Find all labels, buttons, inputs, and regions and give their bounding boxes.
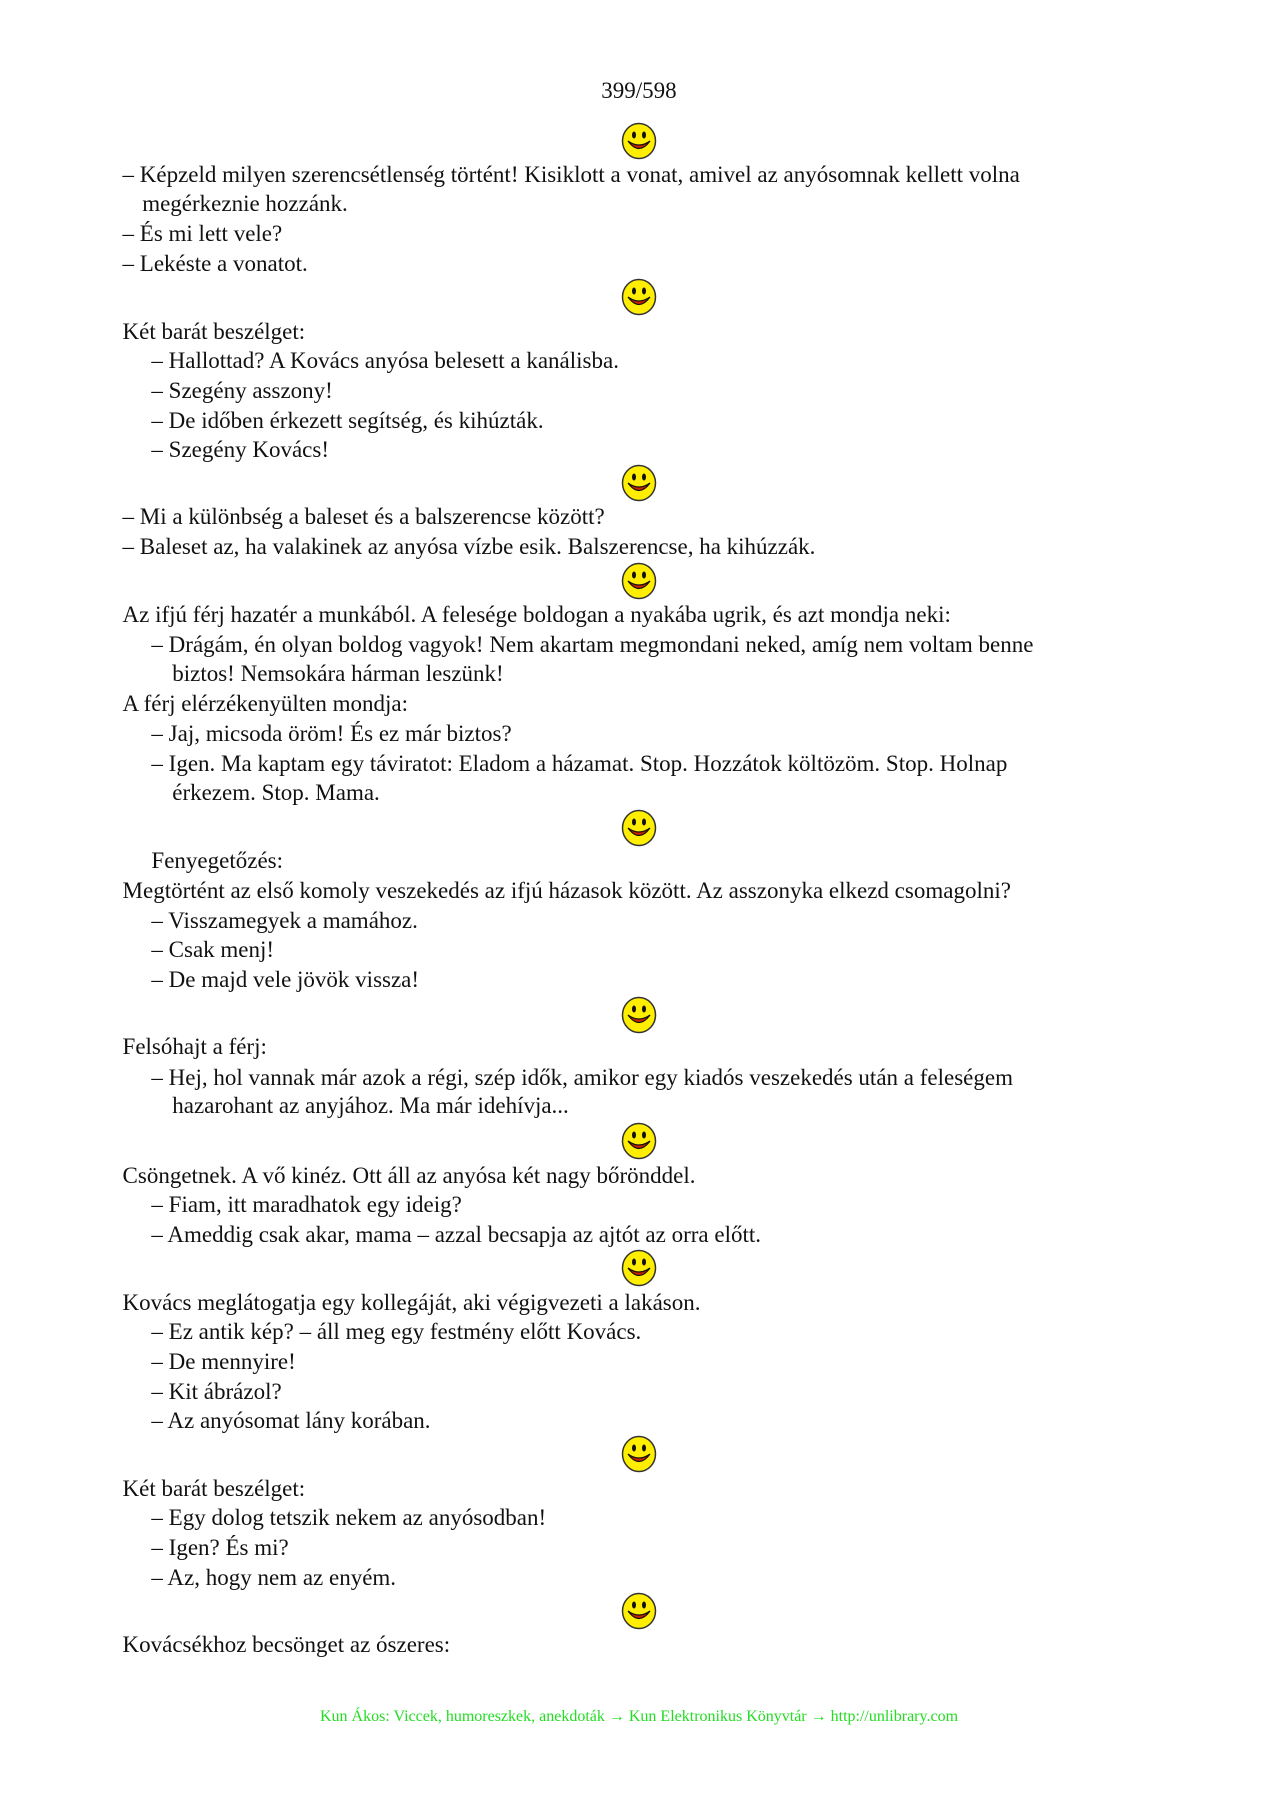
smiley-icon (621, 996, 657, 1034)
footer-link[interactable]: Kun Ákos: Viccek, humoreszkek, anekdoták → Kun Elektronikus Könyvtár → http://unlibrary.com (319, 1708, 959, 1725)
page-number: 399/598 (601, 78, 677, 103)
text-line: – De mennyire! (151, 1348, 296, 1374)
text-line: – Ameddig csak akar, mama – azzal becsapja az ajtót az orra előtt. (151, 1221, 761, 1247)
text-line: Kovácsékhoz becsönget az ószeres: (122, 1632, 451, 1658)
smiley-icon (621, 1249, 657, 1287)
text-line: – Szegény Kovács! (151, 436, 329, 462)
text-line: – Jaj, micsoda öröm! És ez már biztos? (151, 721, 512, 747)
text-line: – Az, hogy nem az enyém. (151, 1565, 397, 1591)
text-line: – Szegény asszony! (151, 377, 333, 403)
text-line: Két barát beszélget: (122, 1476, 306, 1502)
text-line: Fenyegetőzés: (151, 848, 283, 874)
smiley-icon (621, 1122, 657, 1160)
text-line: – Fiam, itt maradhatok egy ideig? (151, 1191, 462, 1217)
text-line: – Az anyósomat lány korában. (151, 1407, 431, 1433)
text-line: – Ez antik kép? – áll meg egy festmény előtt Kovács. (151, 1318, 642, 1344)
smiley-icon (621, 1592, 657, 1630)
text-line: hazarohant az anyjához. Ma már idehívja... (172, 1093, 569, 1119)
smiley-icon (621, 122, 657, 160)
text-line: – Csak menj! (151, 937, 275, 963)
text-line: Megtörtént az első komoly veszekedés az ifjú házasok között. Az asszonyka elkezd csomagolni? (122, 878, 1011, 904)
text-line: – Drágám, én olyan boldog vagyok! Nem akartam megmondani neked, amíg nem voltam benne (151, 632, 1034, 658)
text-line: – Baleset az, ha valakinek az anyósa vízbe esik. Balszerencse, ha kihúzzák. (122, 533, 816, 559)
text-line: megérkeznie hozzánk. (142, 190, 348, 216)
text-line: – Hej, hol vannak már azok a régi, szép idők, amikor egy kiadós veszekedés után a feleségem (151, 1064, 1013, 1090)
text-line: – De majd vele jövök vissza! (151, 967, 420, 993)
text-line: – Hallottad? A Kovács anyósa belesett a kanálisba. (151, 347, 619, 373)
text-line: biztos! Nemsokára hárman leszünk! (172, 661, 504, 687)
text-line: – Képzeld milyen szerencsétlenség történt! Kisiklott a vonat, amivel az anyósomnak kellett volna (122, 161, 1020, 187)
text-line: – Igen. Ma kaptam egy táviratot: Eladom a házamat. Stop. Hozzátok költözöm. Stop. Holnap (151, 751, 1008, 777)
text-line: – Egy dolog tetszik nekem az anyósodban! (151, 1504, 547, 1530)
text-line: – És mi lett vele? (122, 220, 283, 246)
text-line: – Visszamegyek a mamához. (151, 908, 418, 934)
text-line: Az ifjú férj hazatér a munkából. A felesége boldogan a nyakába ugrik, és azt mondja neki: (122, 602, 951, 628)
text-line: Két barát beszélget: (122, 318, 306, 344)
text-line: – De időben érkezett segítség, és kihúzták. (151, 407, 544, 433)
smiley-icon (621, 809, 657, 847)
text-line: Felsóhajt a férj: (122, 1034, 267, 1060)
text-line: – Igen? És mi? (151, 1535, 289, 1561)
smiley-icon (621, 278, 657, 316)
smiley-icon (621, 562, 657, 600)
text-line: Kovács meglátogatja egy kollegáját, aki végigvezeti a lakáson. (122, 1289, 701, 1315)
text-line: – Mi a különbség a baleset és a balszerencse között? (122, 503, 605, 529)
text-line: Csöngetnek. A vő kinéz. Ott áll az anyósa két nagy bőrönddel. (122, 1162, 696, 1188)
text-line: – Lekéste a vonatot. (122, 250, 308, 276)
text-line: A férj elérzékenyülten mondja: (122, 691, 408, 717)
text-line: – Kit ábrázol? (151, 1378, 282, 1404)
smiley-icon (621, 464, 657, 502)
text-line: érkezem. Stop. Mama. (172, 780, 380, 806)
smiley-icon (621, 1435, 657, 1473)
